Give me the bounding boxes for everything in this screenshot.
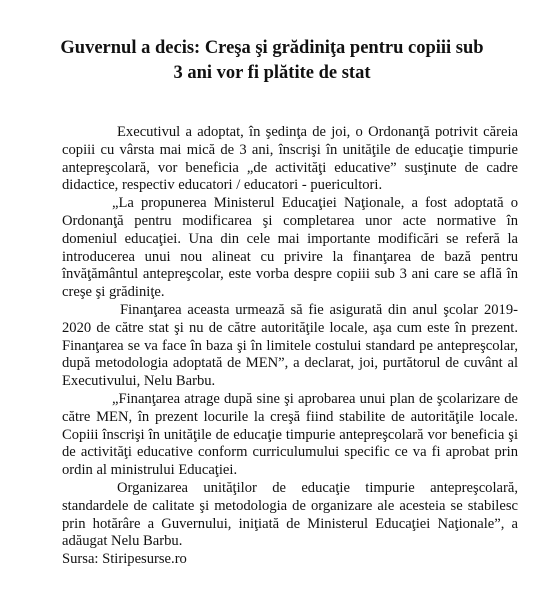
article-title bbox=[30, 36, 514, 86]
article-paragraph-2: „La propunerea Ministerul Educaţiei Naţionale, a fost adoptată o Ordonanţă pentru modificarea şi completarea unor acte normative în domeniul educaţiei. Una din cele mai importante modificări se referă la introducerea unui nou alineat cu privire la finanţarea de bază pentru învăţământul antepreşcolar, este vorba despre copiii sub 3 ani care se află în creşe şi grădiniţe. bbox=[62, 195, 518, 301]
article-paragraph-3: Finanţarea aceasta urmează să fie asigurată din anul şcolar 2019-2020 de către stat şi nu de către autorităţile locale, aşa cum este în prezent. Finanţarea se va face în baza şi în limitele costului standard pe antepreşcolar, după metodologia adoptată de MEN”, a declarat, joi, purtătorul de cuvânt al Executivului, Nelu Barbu. bbox=[62, 301, 518, 390]
article-paragraph-1: Executivul a adoptat, în şedinţa de joi, o Ordonanţă potrivit căreia copiii cu vârsta mai mică de 3 ani, înscrişi în unităţile de educaţie timpurie antepreşcolară, vor beneficia „de activităţi educative” susţinute de cadre didactice, respectiv educatori / educatori - puericultori. bbox=[62, 124, 518, 194]
article-title-line-1: Guvernul a decis: Creşa şi grădiniţa pentru copiii sub bbox=[60, 38, 484, 58]
article-paragraph-4: „Finanţarea atrage după sine şi aprobarea unui plan de şcolarizare de către MEN, în prezent locurile la creşă fiind stabilite de autorităţile locale. Copiii înscrişi în unităţile de educaţie timpurie antepreşcolară vor beneficia şi de activităţi educative conform curriculumului specific ce va fi aprobat prin ordin al ministrului Educaţiei. bbox=[62, 390, 518, 479]
article-paragraph-5: Organizarea unităţilor de educaţie timpurie antepreşcolară, standardele de calitate şi metodologia de organizare ale acesteia se stabilesc prin hotărâre a Guvernului, iniţiată de Ministerul Educaţiei Naţionale”, a adăugat Nelu Barbu. bbox=[62, 479, 518, 550]
article-body bbox=[62, 124, 518, 569]
article-title-line-2: 3 ani vor fi plătite de stat bbox=[173, 63, 371, 83]
article-source: Sursa: Stiripesurse.ro bbox=[62, 551, 187, 568]
